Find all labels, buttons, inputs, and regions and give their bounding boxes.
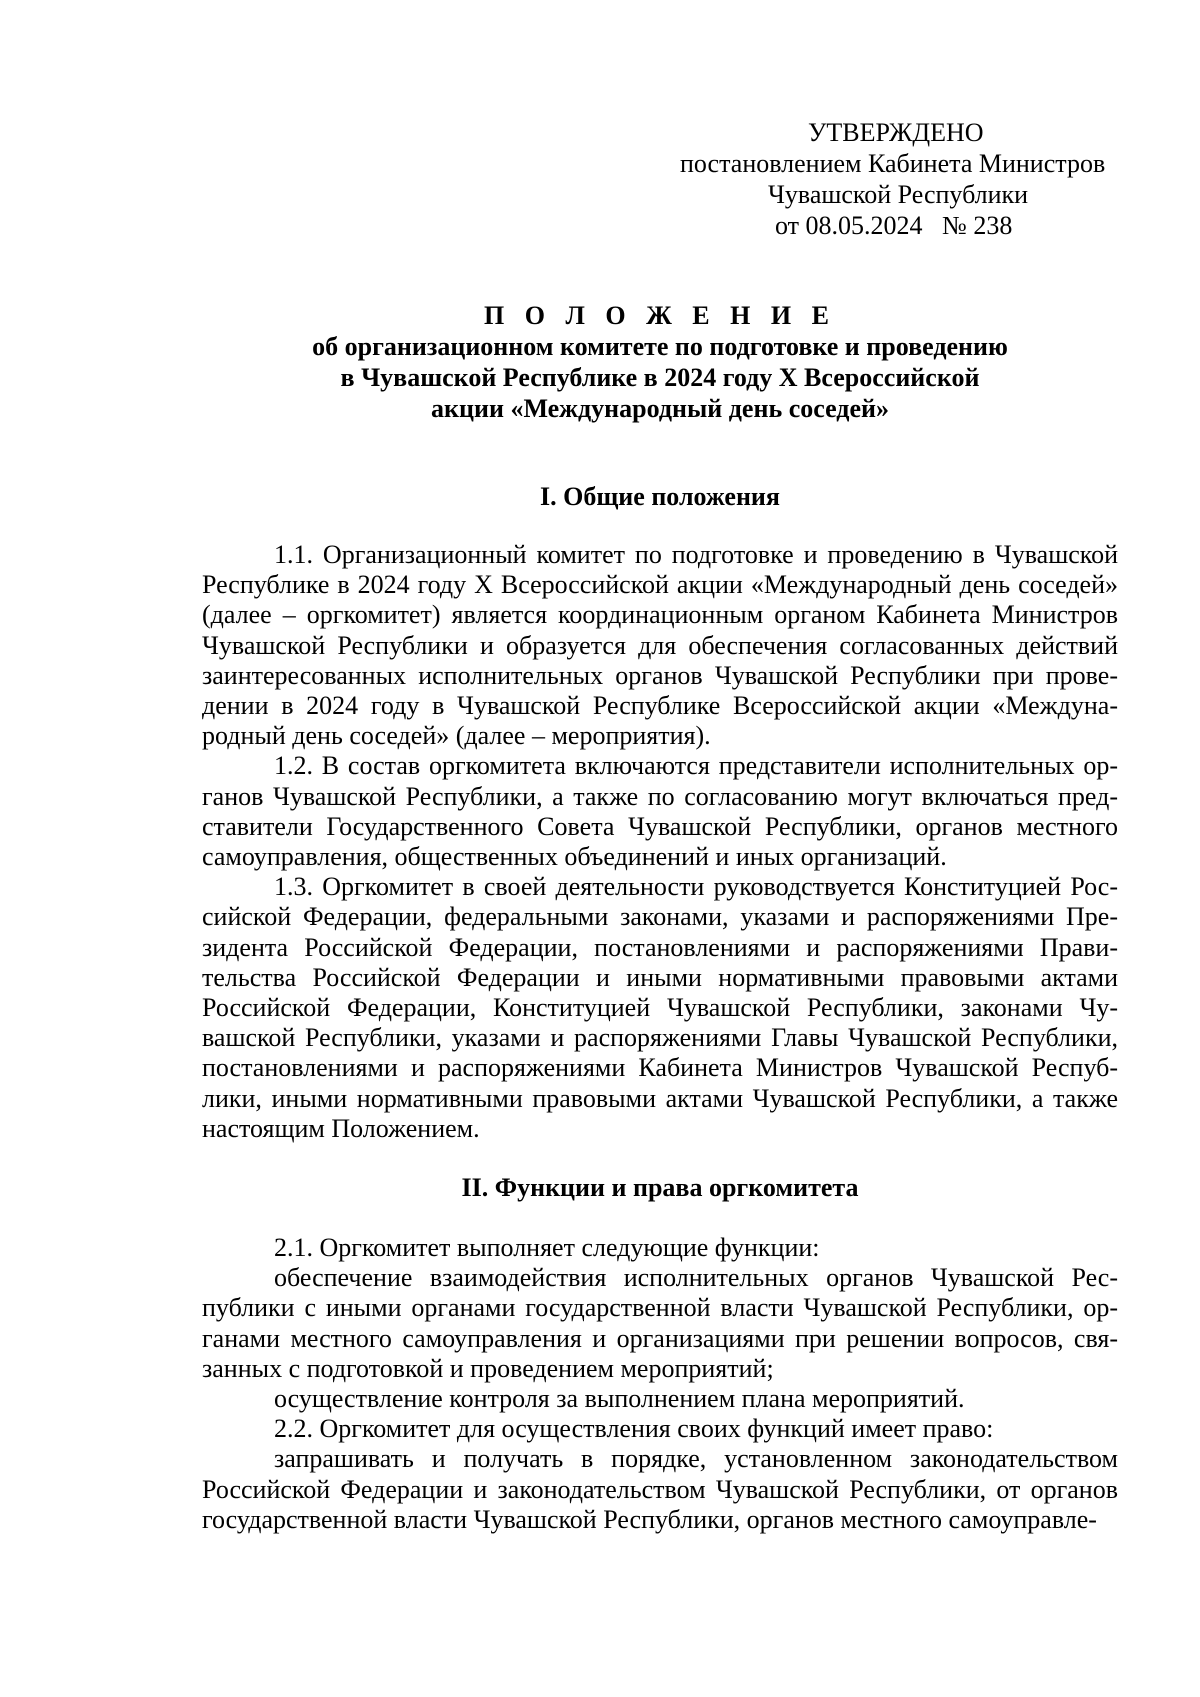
approval-line-date-number: от 08.05.2024 № 238 — [775, 211, 1013, 240]
section-body-general — [202, 540, 1118, 1144]
section-heading-general: I. Общие положения — [540, 482, 780, 511]
document-title-line-1: об организационном комитете по подготовке и проведению — [312, 332, 1008, 361]
document-title — [200, 300, 1120, 424]
paragraph-2-1-item-control: осуществление контроля за выполнением плана мероприятий. — [274, 1384, 965, 1414]
document-title-line-2: в Чувашской Республике в 2024 году X Всероссийской — [340, 363, 980, 392]
paragraph-1-3: 1.3. Оргкомитет в своей деятельности руководствуется Конституцией Рос-сийской Федерации, федеральными законами, указами и распоряжениями Пре-зидента Российской Федерации, постановлениями и распоряжениями Прави-тельства Российской Федерации и иными нормативными правовыми актами Российской Федерации, Конституцией Чувашской Республики, законами Чу-вашской Республики, указами и распоряжениями Главы Чувашской Республики, постановлениями и распоряжениями Кабинета Министров Чувашской Респуб-лики, иными нормативными правовыми актами Чувашской Республики, а также настоящим Положением. — [202, 872, 1118, 1143]
approval-line-republic: Чувашской Республики — [768, 180, 1029, 209]
approval-line-approved: УТВЕРЖДЕНО — [808, 118, 984, 147]
approval-stamp — [680, 117, 1130, 241]
paragraph-2-1-item-interaction: обеспечение взаимодействия исполнительных органов Чувашской Рес-публики с иными органами государственной власти Чувашской Республики, ор-ганами местного самоуправления и организациями при решении вопросов, свя-занных с подготовкой и проведением мероприятий; — [202, 1263, 1118, 1383]
approval-line-resolution: постановлением Кабинета Министров — [680, 149, 1106, 178]
document-title-heading: П О Л О Ж Е Н И Е — [484, 301, 836, 330]
section-body-functions — [202, 1233, 1118, 1535]
paragraph-2-2: 2.2. Оргкомитет для осуществления своих функций имеет право: — [274, 1414, 994, 1444]
paragraph-1-2: 1.2. В состав оргкомитета включаются представители исполнительных ор-ганов Чувашской Республики, а также по согласованию могут включаться пред-ставители Государственного Совета Чувашской Республики, органов местного самоуправления, общественных объединений и иных организаций. — [202, 751, 1118, 872]
paragraph-1-1: 1.1. Организационный комитет по подготовке и проведению в Чувашской Республике в 2024 году X Всероссийской акции «Международный день соседей» (далее – оргкомитет) является координационным органом Кабинета Министров Чувашской Республики и образуется для обеспечения согласованных действий заинтересованных исполнительных органов Чувашской Республики при прове-дении в 2024 году в Чувашской Республике Всероссийской акции «Междуна-родный день соседей» (далее – мероприятия). — [202, 540, 1118, 751]
paragraph-2-1: 2.1. Оргкомитет выполняет следующие функции: — [274, 1233, 820, 1262]
paragraph-2-2-item-request: запрашивать и получать в порядке, установленном законодательством Российской Федерации и законодательством Чувашской Республики, от органов государственной власти Чувашской Республики, органов местного самоуправле- — [202, 1444, 1118, 1534]
document-title-line-3: акции «Международный день соседей» — [431, 394, 889, 423]
section-heading-functions: II. Функции и права оргкомитета — [461, 1173, 859, 1202]
